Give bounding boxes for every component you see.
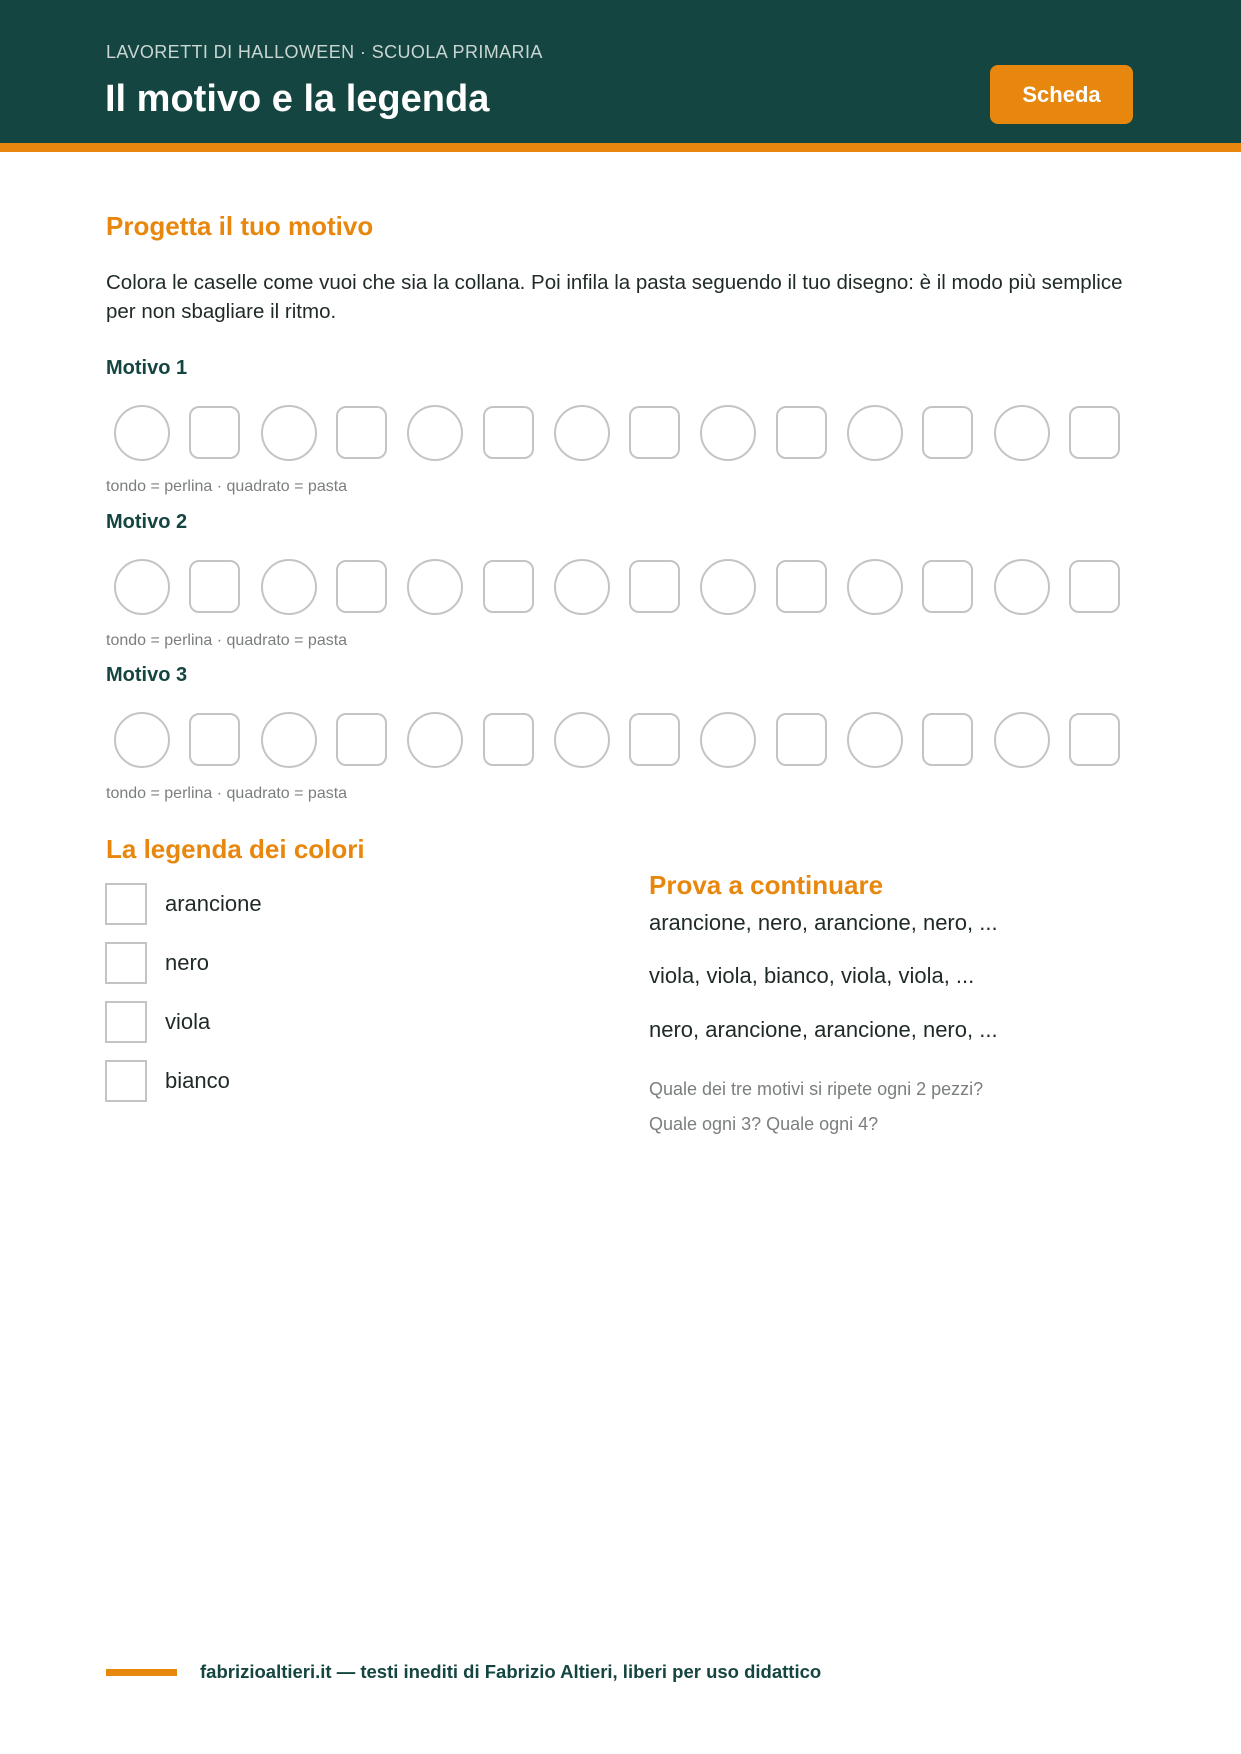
bead-circle[interactable]	[261, 405, 317, 461]
design-intro: Colora le caselle come vuoi che sia la collana. Poi infila la pasta seguendo il tuo disegno: è il modo più semplice per non sbagliare il ritmo.	[106, 271, 1123, 323]
bead-circle[interactable]	[847, 405, 903, 461]
motif-row-3	[114, 712, 1124, 768]
legend-label: viola	[165, 1009, 211, 1034]
question-1: Quale dei tre motivi si ripete ogni 2 pezzi?	[649, 1079, 984, 1099]
question-2: Quale ogni 3? Quale ogni 4?	[649, 1114, 879, 1134]
pasta-square[interactable]	[336, 713, 387, 766]
sequence-1: arancione, nero, arancione, nero, ...	[649, 910, 998, 935]
motif-caption-1: tondo = perlina · quadrato = pasta	[106, 478, 348, 495]
legend-color-box[interactable]	[105, 1060, 147, 1102]
bead-circle[interactable]	[847, 712, 903, 768]
sequence-2: viola, viola, bianco, viola, viola, ...	[649, 963, 975, 988]
pasta-square[interactable]	[922, 713, 973, 766]
legend-label: arancione	[165, 891, 262, 916]
pasta-square[interactable]	[189, 560, 240, 613]
pasta-square[interactable]	[629, 713, 680, 766]
pasta-square[interactable]	[629, 406, 680, 459]
bead-circle[interactable]	[554, 712, 610, 768]
legend-color-box[interactable]	[105, 942, 147, 984]
bead-circle[interactable]	[554, 559, 610, 615]
legend-heading: La legenda dei colori	[106, 834, 365, 864]
pasta-square[interactable]	[1069, 406, 1120, 459]
legend-color-box[interactable]	[105, 883, 147, 925]
bead-circle[interactable]	[700, 559, 756, 615]
bead-circle[interactable]	[407, 405, 463, 461]
motif-label-2: Motivo 2	[106, 511, 188, 533]
motif-label-1: Motivo 1	[106, 357, 188, 379]
pasta-square[interactable]	[483, 406, 534, 459]
motif-caption-3: tondo = perlina · quadrato = pasta	[106, 785, 348, 802]
bead-circle[interactable]	[994, 405, 1050, 461]
bead-circle[interactable]	[847, 559, 903, 615]
pasta-square[interactable]	[189, 713, 240, 766]
continue-heading: Prova a continuare	[649, 870, 884, 900]
legend-label: nero	[165, 950, 210, 975]
pasta-square[interactable]	[336, 560, 387, 613]
motif-row-2	[114, 559, 1124, 615]
scheda-badge: Scheda	[990, 65, 1133, 124]
bead-circle[interactable]	[114, 712, 170, 768]
bead-circle[interactable]	[994, 712, 1050, 768]
bead-circle[interactable]	[554, 405, 610, 461]
pasta-square[interactable]	[922, 560, 973, 613]
sequence-3: nero, arancione, arancione, nero, ...	[649, 1017, 998, 1042]
header-kicker: LAVORETTI DI HALLOWEEN · SCUOLA PRIMARIA	[106, 42, 543, 62]
footer-credit: fabrizioaltieri.it — testi inediti di Fabrizio Altieri, liberi per uso didattico	[200, 1661, 822, 1682]
pasta-square[interactable]	[483, 560, 534, 613]
page-header	[0, 0, 1241, 152]
page-title: Il motivo e la legenda	[105, 78, 490, 120]
bead-circle[interactable]	[700, 405, 756, 461]
bead-circle[interactable]	[114, 405, 170, 461]
pasta-square[interactable]	[483, 713, 534, 766]
bead-circle[interactable]	[114, 559, 170, 615]
bead-circle[interactable]	[407, 712, 463, 768]
pasta-square[interactable]	[776, 560, 827, 613]
footer-accent-bar	[106, 1669, 177, 1676]
bead-circle[interactable]	[994, 559, 1050, 615]
pasta-square[interactable]	[922, 406, 973, 459]
motif-row-1	[114, 405, 1124, 461]
pasta-square[interactable]	[776, 406, 827, 459]
pasta-square[interactable]	[776, 713, 827, 766]
bead-circle[interactable]	[700, 712, 756, 768]
pasta-square[interactable]	[189, 406, 240, 459]
bead-circle[interactable]	[407, 559, 463, 615]
motif-label-3: Motivo 3	[106, 664, 188, 686]
legend-label: bianco	[165, 1068, 230, 1093]
bead-circle[interactable]	[261, 712, 317, 768]
pasta-square[interactable]	[1069, 713, 1120, 766]
pasta-square[interactable]	[1069, 560, 1120, 613]
motif-caption-2: tondo = perlina · quadrato = pasta	[106, 632, 348, 649]
pasta-square[interactable]	[629, 560, 680, 613]
bead-circle[interactable]	[261, 559, 317, 615]
pasta-square[interactable]	[336, 406, 387, 459]
design-heading: Progetta il tuo motivo	[106, 211, 374, 241]
legend-color-box[interactable]	[105, 1001, 147, 1043]
